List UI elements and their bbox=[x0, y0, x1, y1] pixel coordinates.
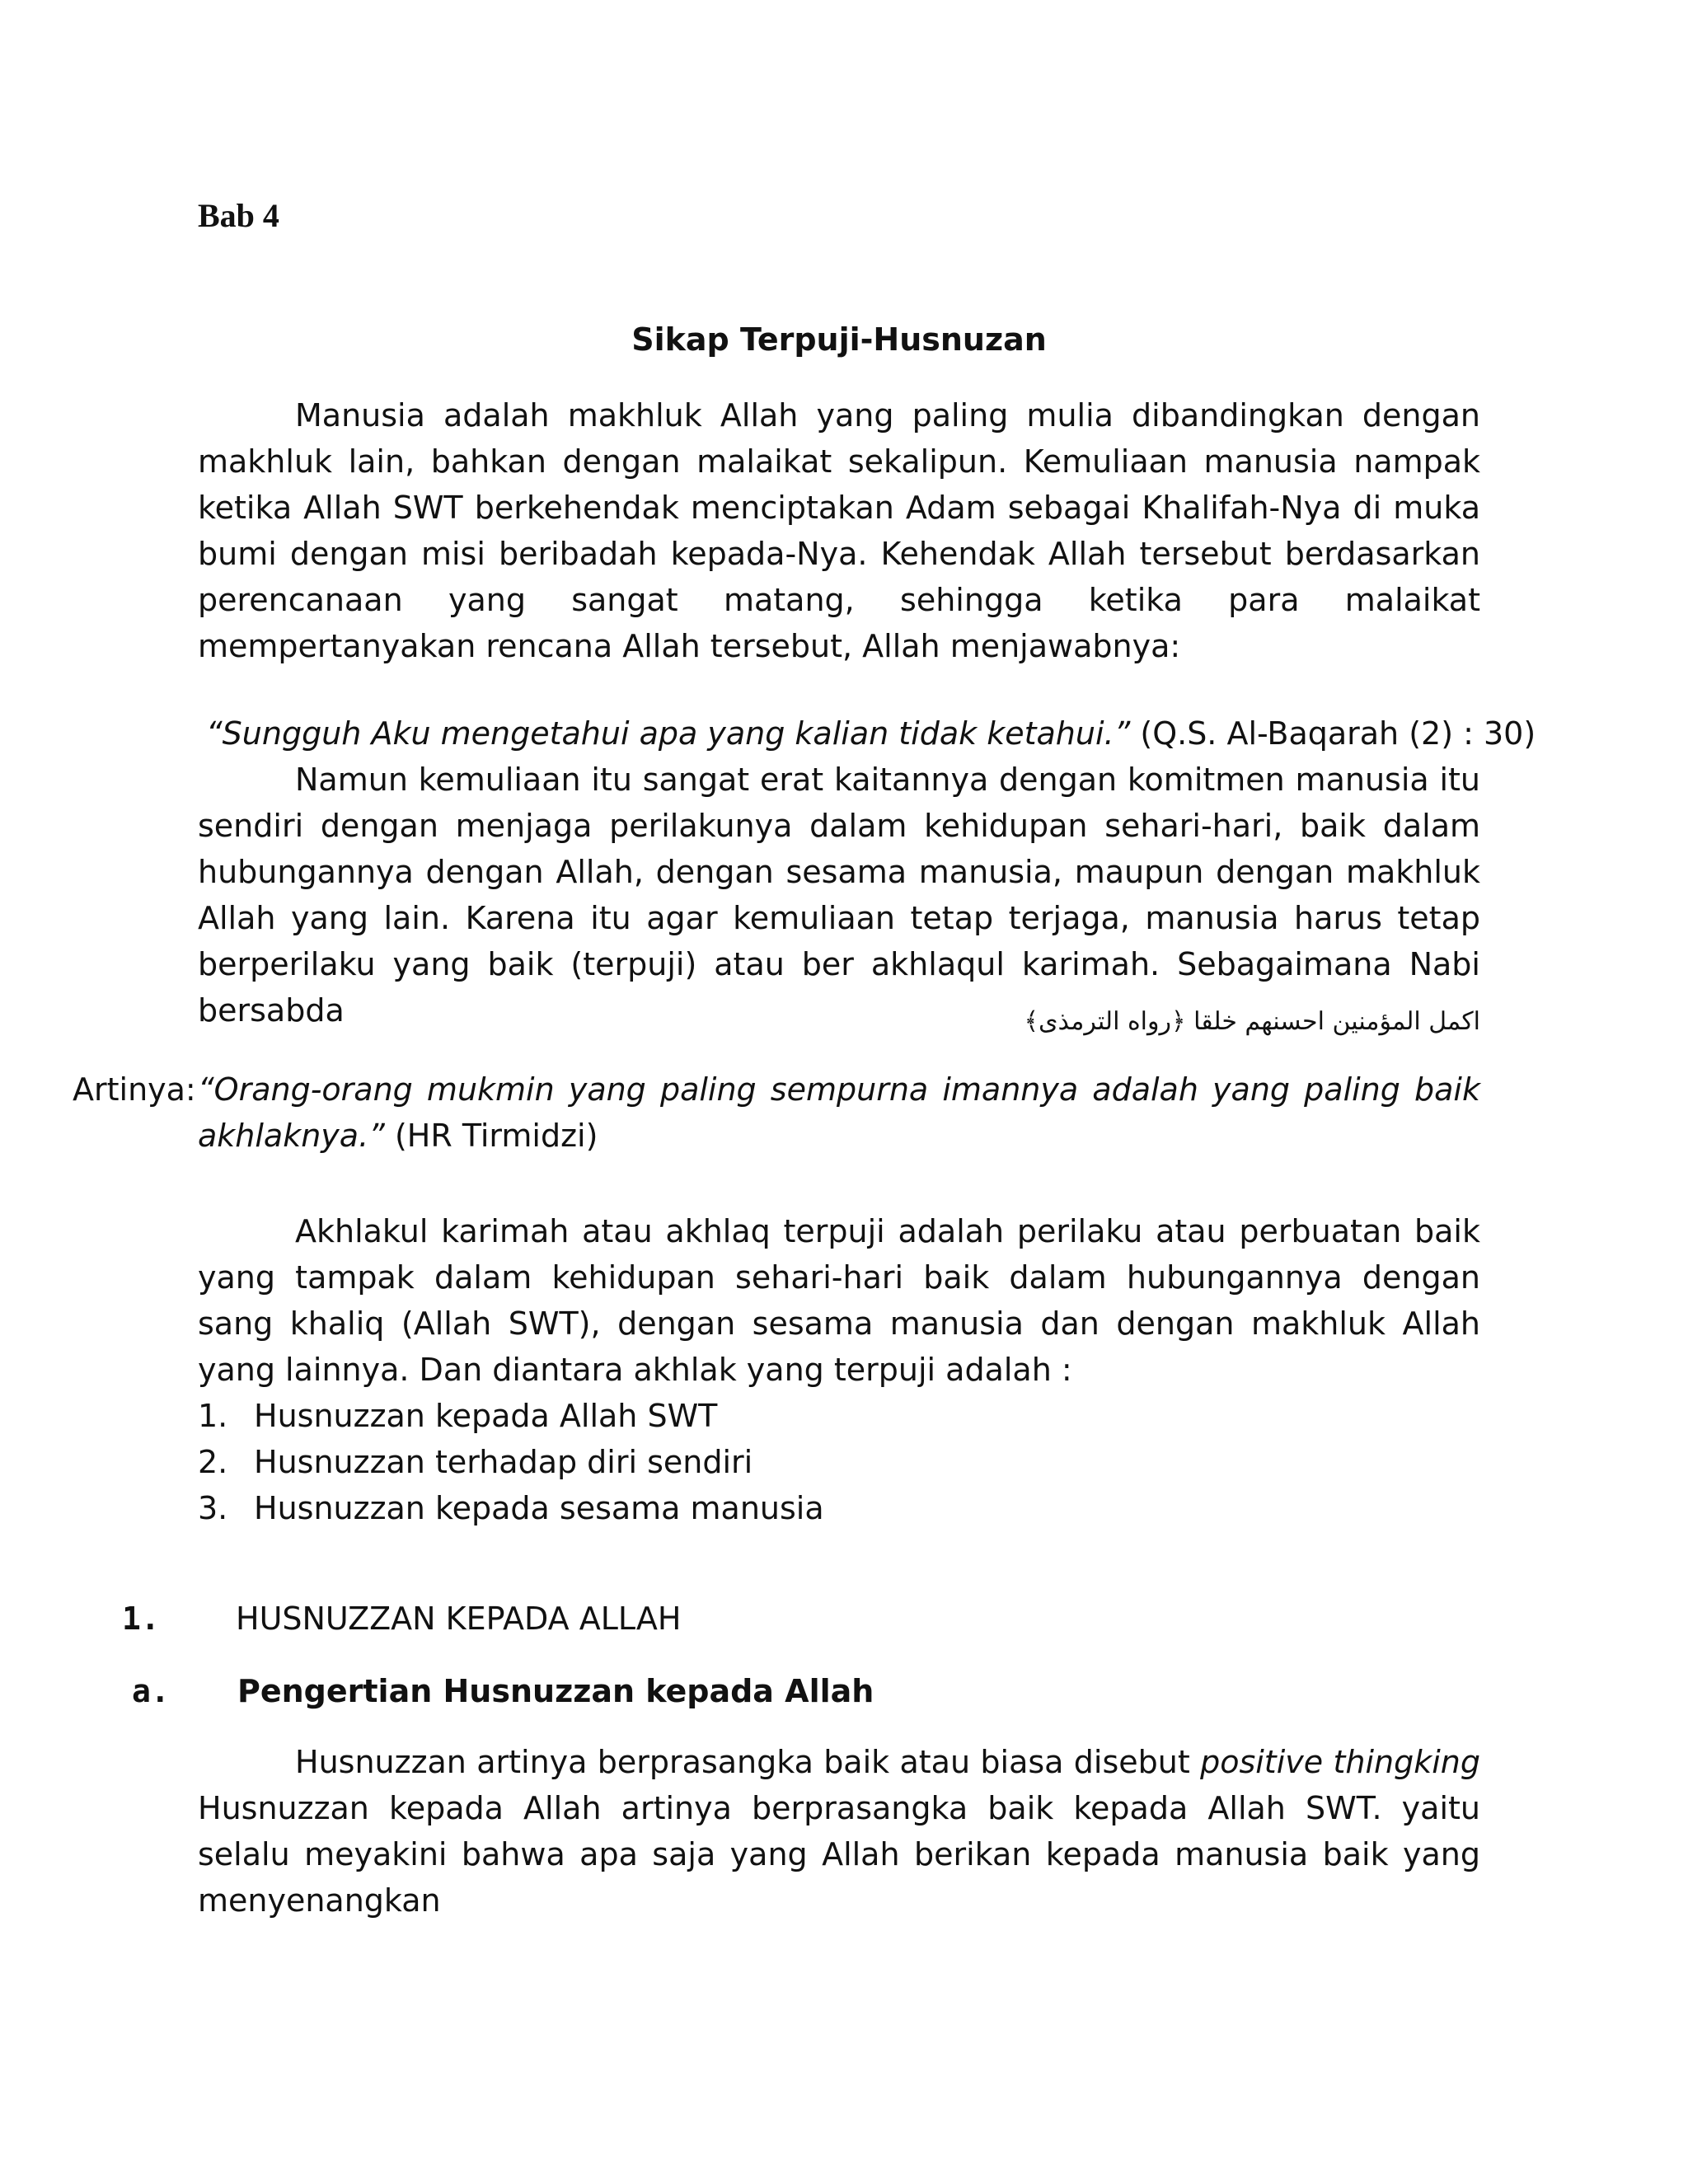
hadith-arabic: اكمل المؤمنين احسنهم خلقا ﴿رواه الترمذى﴾ bbox=[1024, 1007, 1480, 1036]
quran-quote bbox=[206, 710, 1536, 757]
page-title: Sikap Terpuji-Husnuzan bbox=[631, 321, 1047, 358]
section-number: 1. bbox=[122, 1601, 160, 1637]
body-paragraph-4 bbox=[198, 1739, 1480, 1924]
para4-rest: Husnuzzan kepada Allah artinya berprasangka baik kepada Allah SWT. yaitu selalu meyakini bahwa apa saja yang Allah berikan kepada manusia baik yang menyenangkan bbox=[198, 1790, 1480, 1919]
akhlak-list bbox=[198, 1393, 824, 1531]
list-text: Husnuzzan kepada Allah SWT bbox=[254, 1398, 718, 1434]
translation-label: Artinya: bbox=[73, 1071, 196, 1108]
list-number: 1. bbox=[198, 1398, 228, 1434]
para4-term: positive thingking bbox=[1200, 1744, 1480, 1780]
body-paragraph-2: Namun kemuliaan itu sangat erat kaitannya dengan komitmen manusia itu sendiri dengan menjaga perilakunya dalam kehidupan sehari-hari, baik dalam hubungannya dengan Allah, dengan sesama manusia, maupun dengan makhluk Allah yang lain. Karena itu agar kemuliaan tetap terjaga, manusia harus tetap berperilaku yang baik (terpuji) atau ber akhlaqul karimah. Sebagaimana Nabi bersabda bbox=[198, 762, 1480, 1029]
list-item bbox=[198, 1485, 824, 1531]
list-text: Husnuzzan kepada sesama manusia bbox=[254, 1490, 824, 1526]
list-number: 3. bbox=[198, 1490, 228, 1526]
translation-source: (HR Tirmidzi) bbox=[384, 1118, 598, 1154]
list-item bbox=[198, 1439, 824, 1485]
para4-lead: Husnuzzan artinya berprasangka baik atau biasa disebut bbox=[295, 1744, 1201, 1780]
intro-paragraph: Manusia adalah makhluk Allah yang paling mulia dibandingkan dengan makhluk lain, bahkan dengan malaikat sekalipun. Kemuliaan manusia nampak ketika Allah SWT berkehendak menciptakan Adam sebagai Khalifah-Nya di muka bumi dengan misi beribadah kepada-Nya. Kehendak Allah tersebut berdasarkan perencanaan yang sangat matang, sehingga ketika para malaikat mempertanyakan rencana Allah tersebut, Allah menjawabnya: bbox=[198, 397, 1480, 664]
list-number: 2. bbox=[198, 1444, 228, 1480]
list-text: Husnuzzan terhadap diri sendiri bbox=[254, 1444, 753, 1480]
hadith-translation bbox=[73, 1066, 1480, 1159]
subsection-heading-a bbox=[132, 1673, 874, 1709]
quote-source: (Q.S. Al-Baqarah (2) : 30) bbox=[1130, 715, 1536, 752]
list-item bbox=[198, 1393, 824, 1439]
section-title: HUSNUZZAN KEPADA ALLAH bbox=[236, 1601, 682, 1637]
translation-body bbox=[73, 1066, 1480, 1159]
subsection-title: Pengertian Husnuzzan kepada Allah bbox=[237, 1673, 874, 1709]
chapter-label: Bab 4 bbox=[198, 197, 279, 234]
translation-text: “Orang-orang mukmin yang paling sempurna imannya adalah yang paling baik akhlaknya.” bbox=[198, 1071, 1480, 1154]
subsection-number: a. bbox=[132, 1673, 170, 1709]
body-paragraph-3: Akhlakul karimah atau akhlaq terpuji adalah perilaku atau perbuatan baik yang tampak dalam kehidupan sehari-hari baik dalam hubungannya dengan sang khaliq (Allah SWT), dengan sesama manusia dan dengan makhluk Allah yang lainnya. Dan diantara akhlak yang terpuji adalah : bbox=[198, 1213, 1480, 1388]
section-heading-1 bbox=[122, 1601, 682, 1637]
quote-text: “Sungguh Aku mengetahui apa yang kalian tidak ketahui.” bbox=[206, 715, 1131, 752]
